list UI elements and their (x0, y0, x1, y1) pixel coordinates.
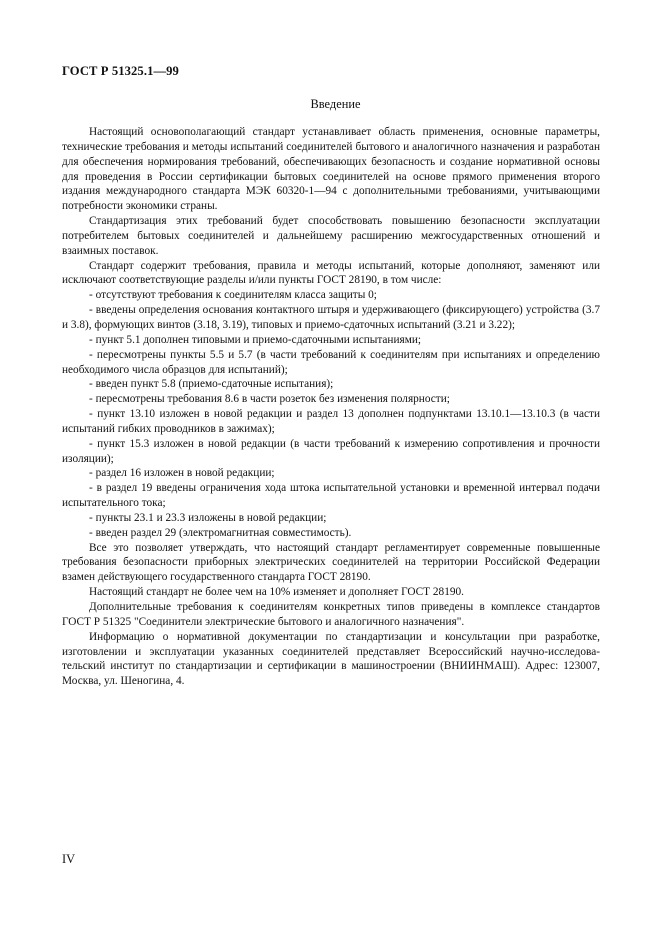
paragraph-conclusion: Все это позволяет утверждать, что настоящий стандарт регламентирует современные повышенные требования безопасности приборных электрических соединителей на территории Российской Федерации взамен действующего государственного стандарта ГОСТ 28190. (62, 541, 600, 584)
paragraph-standardization-benefit: Стандартизация этих требований будет способствовать повышению безопасности эксплуатации потребителем бытовых соединителей и дальнейшему расширению межгосударственных отношений и взаимных поставок. (62, 215, 600, 257)
list-item-clause-13-10: - пункт 13.10 изложен в новой редакции и раздел 13 дополнен подпунктами 13.10.1—13.10.3 (в части испытаний гибких проводников в зажимах); (62, 408, 600, 435)
list-item-section-29: - введен раздел 29 (электромагнитная совместимость). (89, 526, 352, 539)
paragraph-contact-info: Информацию о нормативной документации по стандартизации и консультации при разработке, изготовлении и эксплуатации указанных соединителей представляет Всероссийский научно-исследовательский институт по стандартизации и сертификации в машиностроении (ВНИИНМАШ). Адрес: 123007, Москва, ул. Шеногина, 4. (62, 630, 600, 688)
standard-code-header: ГОСТ Р 51325.1—99 (62, 64, 179, 78)
list-item-definitions: - введены определения основания контактного штыря и удерживающего (фиксирующего) устройства (3.7 и 3.8), формующих винтов (3.18, 3.19), типовых и приемо-сдаточных испытаний (3.21 и 3.22); (62, 304, 600, 331)
paragraph-additional-requirements: Дополнительные требования к соединителям конкретных типов приведены в комплексе стандартов ГОСТ Р 51325 "Соединители электрические бытового и аналогичного назначения". (62, 601, 600, 628)
list-item-section-19: - в раздел 19 введены ограничения хода штока испытательной установки и временной интервал подачи испытательного тока; (62, 482, 600, 510)
list-item-section-16: - раздел 16 изложен в новой редакции; (89, 467, 275, 480)
list-item-clause-5-8: - введен пункт 5.8 (приемо-сдаточные испытания); (89, 378, 334, 391)
paragraph-scope: Настоящий основополагающий стандарт устанавливает область применения, основные параметры, технические требования и методы испытаний соединителей бытового и аналогичного назначения и разработан для обеспечения нормирования требований, обеспечивающих безопасность и создание нормативной основы для проведения в России сертификации бытовых соединителей на основе прямого применения второго издания международного стандарта МЭК 60320-1—94 с дополнительными требованиями, учитывающими потребности экономики страны. (62, 126, 600, 213)
list-item-protection-class: - отсутствуют требования к соединителям класса защиты 0; (89, 289, 377, 302)
list-item-clause-8-6: - пересмотрены требования 8.6 в части розеток без изменения полярности; (89, 393, 450, 406)
list-item-clauses-23: - пункты 23.1 и 23.3 изложены в новой редакции; (89, 511, 327, 524)
introduction-body (62, 125, 600, 689)
page-number: IV (62, 852, 76, 866)
list-item-clause-5-1: - пункт 5.1 дополнен типовыми и приемо-сдаточными испытаниями; (89, 333, 422, 346)
list-item-clause-15-3: - пункт 15.3 изложен в новой редакции (в части требований к измерению сопротивления и прочности изоляции); (62, 437, 600, 465)
paragraph-contents-intro: Стандарт содержит требования, правила и методы испытаний, которые дополняют, заменяют или исключают соответствующие разделы и/или пункты ГОСТ 28190, в том числе: (62, 259, 600, 287)
section-title: Введение (310, 97, 361, 111)
list-item-clauses-5-5-5-7: - пересмотрены пункты 5.5 и 5.7 (в части требований к соединителям при испытаниях и определению необходимого числа образцов для испытаний); (62, 348, 600, 376)
paragraph-change-share: Настоящий стандарт не более чем на 10% изменяет и дополняет ГОСТ 28190. (89, 586, 464, 599)
section-title-wrapper (0, 97, 661, 112)
